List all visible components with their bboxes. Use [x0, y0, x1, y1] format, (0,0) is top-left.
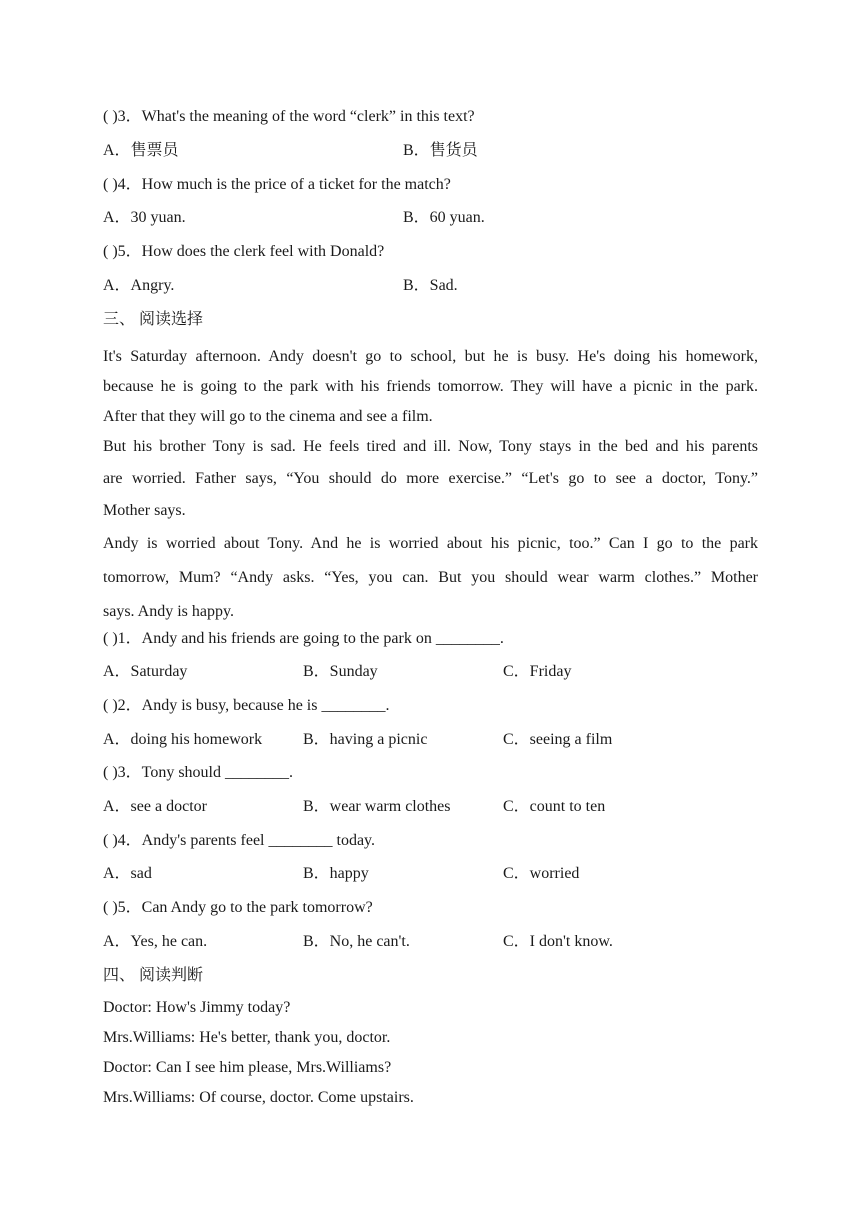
question-3-2-stem: ( )2．Andy is busy, because he is ________.: [103, 697, 390, 714]
question-3-2-option-a: A．doing his homework: [103, 731, 263, 748]
passage-line: Mother says.: [103, 502, 186, 519]
section-4-heading: 四、 阅读判断: [103, 967, 204, 984]
dialogue-line: Doctor: Can I see him please, Mrs.Williams?: [103, 1059, 392, 1076]
question-3-1-option-a: A．Saturday: [103, 663, 188, 680]
question-3-5-stem: ( )5．Can Andy go to the park tomorrow?: [103, 899, 373, 916]
passage-line: says. Andy is happy.: [103, 603, 234, 620]
passage-line: Andy is worried about Tony. And he is worried about his picnic, too.” Can I go to the park: [103, 535, 758, 552]
passage-line: are worried. Father says, “You should do more exercise.” “Let's go to see a doctor, Tony.”: [103, 470, 758, 487]
question-3-4-option-a: A．sad: [103, 865, 152, 882]
question-3-4-option-c: C．worried: [503, 865, 580, 882]
question-2-4-option-b: B．60 yuan.: [403, 209, 485, 226]
question-3-5-option-c: C．I don't know.: [503, 933, 613, 950]
passage-line: It's Saturday afternoon. Andy doesn't go to school, but he is busy. He's doing his homework,: [103, 348, 758, 365]
passage-line: But his brother Tony is sad. He feels tired and ill. Now, Tony stays in the bed and his parents: [103, 438, 758, 455]
question-2-3-stem: ( )3．What's the meaning of the word “clerk” in this text?: [103, 108, 475, 125]
question-3-2-option-c: C．seeing a film: [503, 731, 613, 748]
question-3-4-option-b: B．happy: [303, 865, 369, 882]
question-3-1-option-b: B．Sunday: [303, 663, 378, 680]
question-3-2-option-b: B．having a picnic: [303, 731, 428, 748]
question-3-4-stem: ( )4．Andy's parents feel ________ today.: [103, 832, 376, 849]
passage-line: because he is going to the park with his friends tomorrow. They will have a picnic in the park.: [103, 378, 758, 395]
passage-line: tomorrow, Mum? “Andy asks. “Yes, you can. But you should wear warm clothes.” Mother: [103, 569, 758, 586]
question-3-5-option-a: A．Yes, he can.: [103, 933, 208, 950]
question-3-5-option-b: B．No, he can't.: [303, 933, 410, 950]
question-3-3-option-a: A．see a doctor: [103, 798, 207, 815]
question-3-3-option-b: B．wear warm clothes: [303, 798, 451, 815]
question-2-3-option-b: B．售货员: [403, 142, 478, 159]
passage-line: After that they will go to the cinema and see a film.: [103, 408, 433, 425]
dialogue-line: Mrs.Williams: Of course, doctor. Come upstairs.: [103, 1089, 414, 1106]
dialogue-line: Mrs.Williams: He's better, thank you, doctor.: [103, 1029, 391, 1046]
passage-paragraph-3: [103, 527, 758, 629]
passage-paragraph-2: [103, 431, 758, 527]
question-2-5-option-a: A．Angry.: [103, 277, 175, 294]
question-3-1-stem: ( )1．Andy and his friends are going to the park on ________.: [103, 630, 504, 647]
question-2-4-option-a: A．30 yuan.: [103, 209, 186, 226]
question-2-3-option-a: A．售票员: [103, 142, 179, 159]
question-3-3-stem: ( )3．Tony should ________.: [103, 764, 293, 781]
section-3-heading: 三、 阅读选择: [103, 311, 204, 328]
question-2-5-option-b: B．Sad.: [403, 277, 458, 294]
question-2-4-stem: ( )4．How much is the price of a ticket for the match?: [103, 176, 451, 193]
question-2-5-stem: ( )5．How does the clerk feel with Donald?: [103, 243, 385, 260]
dialogue-line: Doctor: How's Jimmy today?: [103, 999, 291, 1016]
passage-paragraph-1: [103, 342, 758, 432]
question-3-3-option-c: C．count to ten: [503, 798, 606, 815]
question-3-1-option-c: C．Friday: [503, 663, 572, 680]
